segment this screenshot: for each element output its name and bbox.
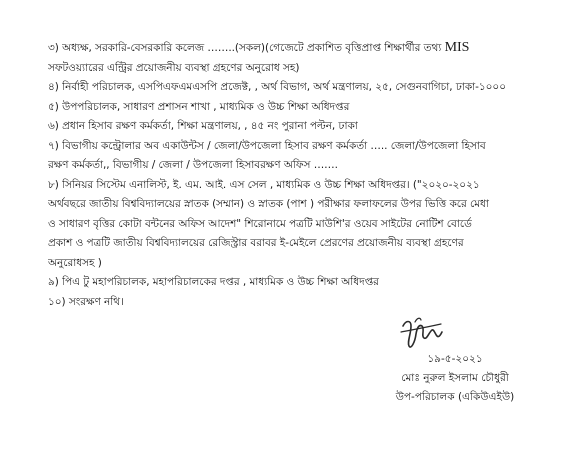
signature-date: ১৯-৫-২০২১ [427, 353, 483, 365]
list-item [48, 98, 548, 118]
list-item-line: ও সাধারণ বৃত্তির কোটা বন্টনের অফিস আদেশ" শিরোনামে পত্রটি মাউশি'র ওয়েব সাইটের নোটিশ বোর্ডে [48, 217, 472, 230]
list-item-line: অনুরোধসহ ) [48, 256, 102, 269]
list-item-line: ৯) পিএ টু মহাপরিচালক, মহাপরিচালকের দপ্তর , মাধ্যমিক ও উচ্চ শিক্ষা অধিদপ্তর [48, 276, 379, 288]
list-item-line: প্রকাশ ও পত্রটি জাতীয় বিশ্ববিদ্যালয়ের রেজিস্ট্রার বরাবর ই-মেইলে প্রেরণের প্রয়োজনীয় ব্যবস্থা গ্রহণের [48, 237, 464, 249]
signatory-designation: উপ-পরিচালক (একিউএইউ) [395, 391, 515, 403]
list-item-line: রক্ষণ কর্মকর্তা,, বিভাগীয় / জেলা / উপজেলা হিসাবরক্ষণ অফিস ……. [48, 159, 338, 171]
list-item [48, 137, 548, 176]
list-item [48, 117, 548, 137]
list-item-line: ৭) বিভাগীয় কন্ট্রোলার অব একাউন্টস / জেলা/উপজেলা হিসাব রক্ষণ কর্মকর্তা ….. জেলা/উপজেলা হিসাব [48, 139, 486, 152]
list-item [48, 78, 548, 98]
list-item-line: ৮) সিনিয়র সিস্টেম এনালিস্ট, ই. এম. আই. এস সেল , মাধ্যমিক ও উচ্চ শিক্ষা অধিদপ্তর। ("২০২০-২০২১ [48, 178, 480, 191]
distribution-list [48, 38, 548, 312]
list-item-line: ৪) নির্বাহী পরিচালক, এসপিএফএমএসপি প্রজেক্ট, , অর্থ বিভাগ, অর্থ মন্ত্রণালয়, ২৫, সেগুনবাগিচা, ঢাকা-১০০০ [48, 81, 506, 93]
list-item [48, 176, 548, 274]
signature-mark [397, 312, 445, 354]
mis-term: MIS [444, 40, 470, 55]
list-item-line: ৬) প্রধান হিসাব রক্ষণ কর্মকর্তা, শিক্ষা মন্ত্রণালয়, , ৪৫ নং পুরানা পল্টন, ঢাকা [48, 120, 358, 132]
handwritten-signature [397, 312, 445, 354]
list-item-line: ১০) সংরক্ষণ নথি। [48, 295, 124, 308]
list-item-line: ৩) অধ্যক্ষ, সরকারি-বেসরকারি কলেজ ……..(সকল)(গেজেটে প্রকাশিত বৃত্তিপ্রাপ্ত শিক্ষার্থীর তথ্য MIS [48, 40, 470, 55]
signature-block [380, 350, 530, 407]
signatory-name: মোঃ নুরুল ইসলাম চৌধুরী [401, 372, 509, 384]
list-item [48, 293, 548, 313]
list-item [48, 38, 548, 78]
list-item-line: অর্থবছরে জাতীয় বিশ্ববিদ্যালয়ের স্নাতক (সম্মান) ও স্নাতক (পাশ ) পরীক্ষার ফলাফলের উপর ভিত্তি করে মেধা [48, 198, 489, 210]
list-item [48, 273, 548, 293]
list-item-line: সফটওয়্যারের এন্ট্রির প্রয়োজনীয় ব্যবস্থা গ্রহণের অনুরোধ সহ) [48, 61, 300, 74]
list-item-line: ৫) উপপরিচালক, সাধারণ প্রশাসন শাখা , মাধ্যমিক ও উচ্চ শিক্ষা অধিদপ্তর [48, 100, 350, 113]
